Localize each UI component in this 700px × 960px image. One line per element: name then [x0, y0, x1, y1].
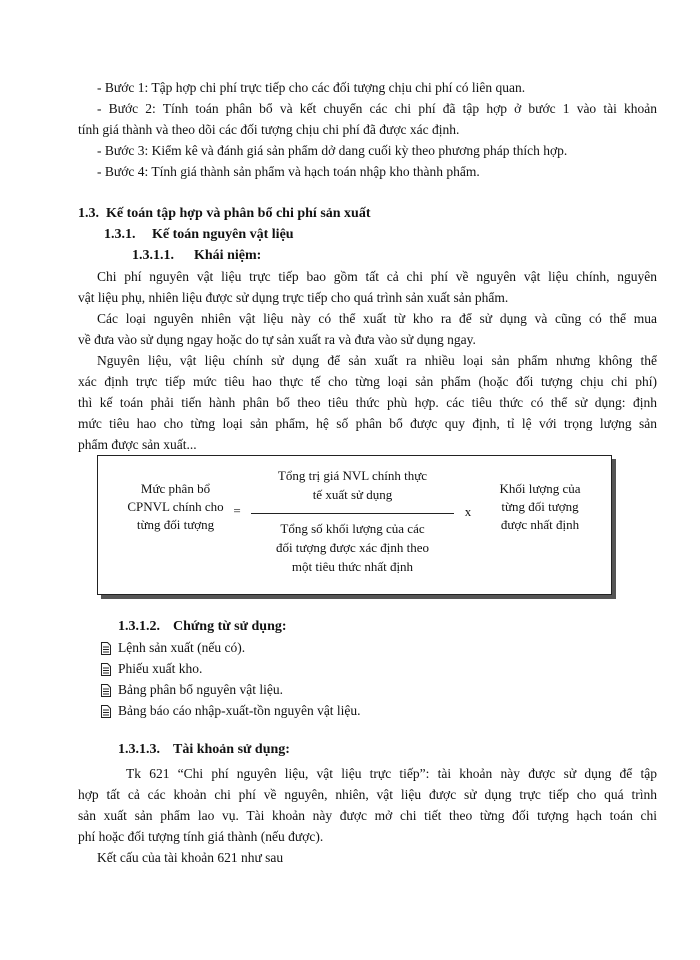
concept-line-1: Chi phí nguyên vật liệu trực tiếp bao gồm tất cả chi phí về nguyên vật liệu chính, nguyên — [97, 269, 657, 284]
formula-right-line-1: Khối lượng của — [499, 481, 581, 496]
formula-denominator-line-2: đối tượng được xác định theo — [275, 540, 430, 555]
document-item: Bảng phân bổ nguyên vật liệu. — [118, 682, 283, 697]
formula-times: x — [464, 504, 472, 519]
document-item: Lệnh sản xuất (nếu có). — [118, 640, 246, 655]
formula-denominator-line-1: Tổng số khối lượng của các — [280, 521, 425, 536]
formula-right-line-3: được nhất định — [500, 517, 580, 532]
formula-left-line-1: Mức phân bổ — [140, 481, 211, 496]
account-line-1: Tk 621 “Chi phí nguyên liệu, vật liệu trực tiếp”: tài khoản này được sử dụng để tập — [126, 766, 657, 781]
section-1-3-1-1-title: Khái niệm: — [194, 248, 262, 263]
step-2-cont: tính giá thành và theo dõi các đối tượng chịu chi phí đã được xác định. — [78, 122, 460, 137]
document-icon — [101, 705, 111, 718]
account-line-3: sản xuất sản phẩm lao vụ. Tài khoản này được mở chi tiết theo từng đối tượng hạch toán chi — [78, 808, 657, 823]
formula-left-line-2: CPNVL chính cho — [127, 499, 224, 514]
document-item: Bảng báo cáo nhập-xuất-tồn nguyên vật liệu. — [118, 703, 361, 718]
concept-line-8: mức tiêu hao cho từng loại sản phẩm, hệ số phân bổ được quy định, tỉ lệ với trọng lượng sản — [78, 416, 657, 431]
account-line-4: phí hoặc đối tượng tính giá thành (nếu được). — [78, 829, 324, 844]
section-1-3-1-title: Kế toán nguyên vật liệu — [152, 227, 294, 242]
document-icon — [101, 684, 111, 697]
concept-line-4: về đưa vào sử dụng ngay hoặc do tự sản xuất ra và đưa vào sử dụng ngay. — [78, 332, 476, 347]
formula-left-line-3: từng đối tượng — [136, 517, 215, 532]
document-item: Phiếu xuất kho. — [118, 661, 203, 676]
section-1-3-number: 1.3. — [78, 206, 99, 221]
section-1-3-1-number: 1.3.1. — [104, 227, 136, 242]
fraction-bar — [251, 513, 454, 514]
step-2: - Bước 2: Tính toán phân bổ và kết chuyển các chi phí đã tập hợp ở bước 1 vào tài khoản — [97, 101, 657, 116]
concept-line-7: thì kế toán phải tiến hành phân bổ theo tiêu thức phù hợp. các tiêu thức có thể sử dụng: định — [78, 395, 657, 410]
concept-line-6: xác định trực tiếp mức tiêu hao thực tế cho từng loại sản phẩm (hoặc đối tượng chịu chi phí) — [78, 374, 657, 389]
concept-line-5: Nguyên liệu, vật liệu chính sử dụng để sản xuất ra nhiều loại sản phẩm nhưng không thể — [97, 353, 657, 368]
step-1: - Bước 1: Tập hợp chi phí trực tiếp cho các đối tượng chịu chi phí có liên quan. — [97, 80, 526, 95]
section-1-3-1-3-number: 1.3.1.3. — [118, 742, 160, 757]
document-icon — [101, 663, 111, 676]
section-1-3-1-2-title: Chứng từ sử dụng: — [173, 619, 287, 634]
section-1-3-1-1-number: 1.3.1.1. — [132, 248, 174, 263]
concept-line-3: Các loại nguyên nhiên vật liệu này có thể xuất từ kho ra để sử dụng và cũng có thể mua — [97, 311, 657, 326]
formula-right-line-2: từng đối tượng — [501, 499, 579, 514]
formula-equals: = — [233, 503, 241, 518]
document-icon — [101, 642, 111, 655]
account-line-5: Kết cấu của tài khoản 621 như sau — [97, 850, 284, 865]
formula-numerator-line-2: tế xuất sử dụng — [312, 487, 393, 502]
section-1-3-1-2-number: 1.3.1.2. — [118, 619, 160, 634]
step-4: - Bước 4: Tính giá thành sản phẩm và hạch toán nhập kho thành phẩm. — [97, 164, 480, 179]
step-3: - Bước 3: Kiểm kê và đánh giá sản phẩm dở dang cuối kỳ theo phương pháp thích hợp. — [97, 143, 568, 158]
account-line-2: hợp tất cả các khoản chi phí về nguyên, nhiên, vật liệu được sử dụng trực tiếp cho quá trình — [78, 787, 657, 802]
section-1-3-title: Kế toán tập hợp và phân bổ chi phí sản xuất — [106, 206, 371, 221]
formula-numerator-line-1: Tổng trị giá NVL chính thực — [277, 468, 428, 483]
formula-denominator-line-3: một tiêu thức nhất định — [291, 559, 414, 574]
concept-line-9: phẩm được sản xuất... — [78, 437, 197, 452]
concept-line-2: vật liệu phụ, nhiên liệu được sử dụng trực tiếp cho quá trình sản xuất sản phẩm. — [78, 290, 509, 305]
section-1-3-1-3-title: Tài khoản sử dụng: — [173, 742, 290, 757]
